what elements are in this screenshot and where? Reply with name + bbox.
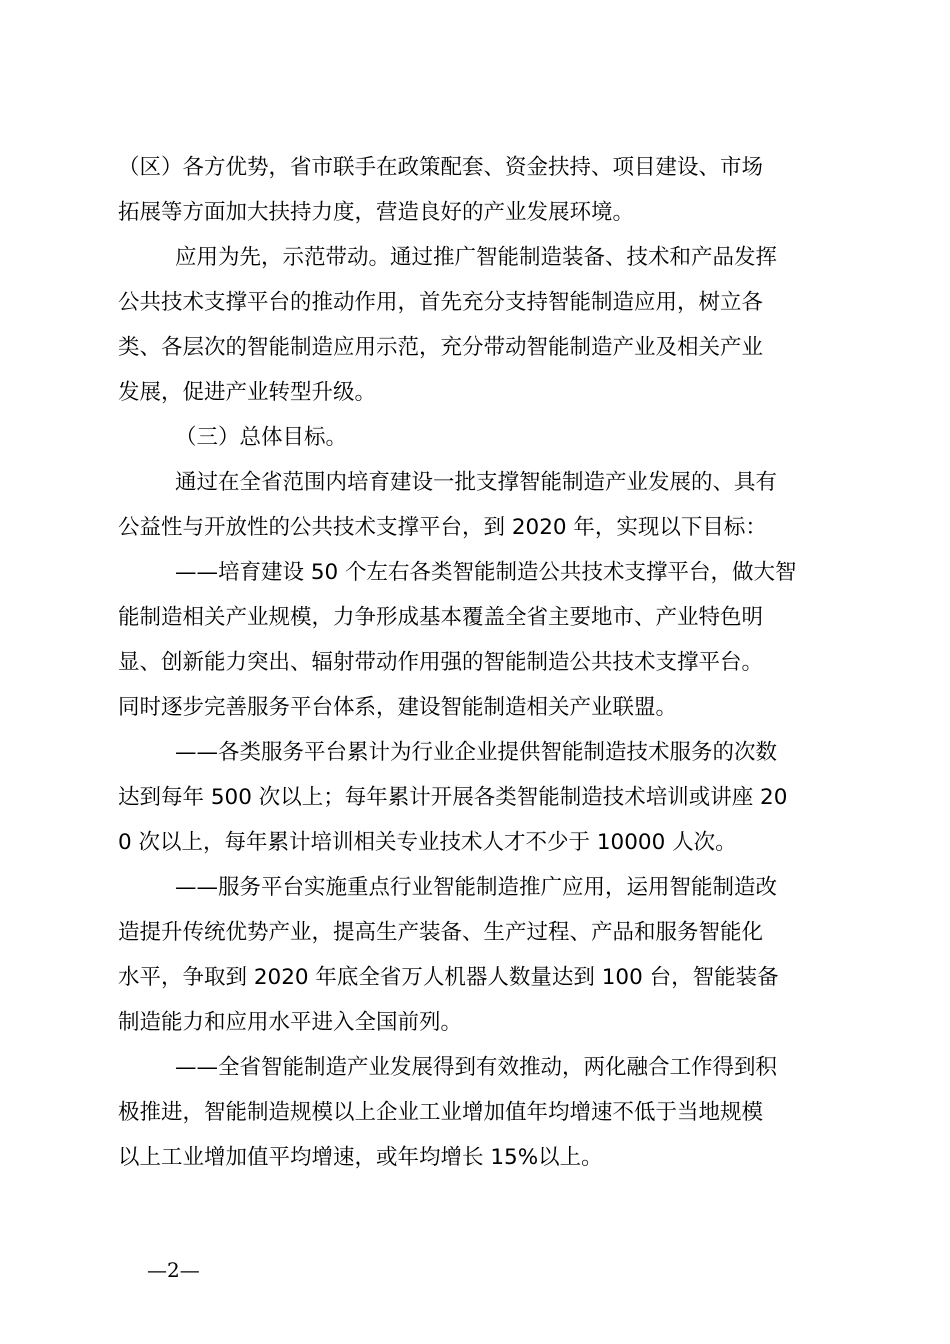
text-line: 拓展等方面加大扶持力度，营造良好的产业发展环境。 bbox=[118, 200, 635, 225]
text-line: 通过在全省范围内培育建设一批支撑智能制造产业发展的、具有 bbox=[175, 470, 778, 495]
text-line: 能制造相关产业规模，力争形成基本覆盖全省主要地市、产业特色明 bbox=[118, 605, 764, 630]
text-line: 水平，争取到 2020 年底全省万人机器人数量达到 100 台，智能装备 bbox=[118, 965, 779, 990]
text-line: （区）各方优势，省市联手在政策配套、资金扶持、项目建设、市场 bbox=[118, 155, 764, 180]
text-line: 极推进，智能制造规模以上企业工业增加值年均增速不低于当地规模 bbox=[118, 1100, 764, 1125]
text-line: 公共技术支撑平台的推动作用，首先充分支持智能制造应用，树立各 bbox=[118, 290, 764, 315]
text-line: 0 次以上，每年累计培训相关专业技术人才不少于 10000 人次。 bbox=[118, 830, 737, 855]
text-line: 发展，促进产业转型升级。 bbox=[118, 380, 377, 405]
text-line: 类、各层次的智能制造应用示范，充分带动智能制造产业及相关产业 bbox=[118, 335, 764, 360]
text-line: ——培育建设 50 个左右各类智能制造公共技术支撑平台，做大智 bbox=[175, 560, 797, 585]
text-line: 显、创新能力突出、辐射带动作用强的智能制造公共技术支撑平台。 bbox=[118, 650, 764, 675]
section-heading: （三）总体目标。 bbox=[175, 425, 348, 450]
text-line: 制造能力和应用水平进入全国前列。 bbox=[118, 1010, 463, 1035]
text-line: 应用为先，示范带动。通过推广智能制造装备、技术和产品发挥 bbox=[175, 245, 778, 270]
text-line: 造提升传统优势产业，提高生产装备、生产过程、产品和服务智能化 bbox=[118, 920, 764, 945]
text-line: 同时逐步完善服务平台体系，建设智能制造相关产业联盟。 bbox=[118, 695, 678, 720]
text-line: ——全省智能制造产业发展得到有效推动，两化融合工作得到积 bbox=[175, 1055, 778, 1080]
text-line: 达到每年 500 次以上；每年累计开展各类智能制造技术培训或讲座 20 bbox=[118, 785, 788, 810]
page-number: —2— bbox=[147, 1258, 200, 1282]
text-line: 公益性与开放性的公共技术支撑平台，到 2020 年，实现以下目标： bbox=[118, 515, 767, 540]
text-line: ——各类服务平台累计为行业企业提供智能制造技术服务的次数 bbox=[175, 740, 778, 765]
text-line: 以上工业增加值平均增速，或年均增长 15%以上。 bbox=[118, 1145, 603, 1170]
text-line: ——服务平台实施重点行业智能制造推广应用，运用智能制造改 bbox=[175, 875, 778, 900]
